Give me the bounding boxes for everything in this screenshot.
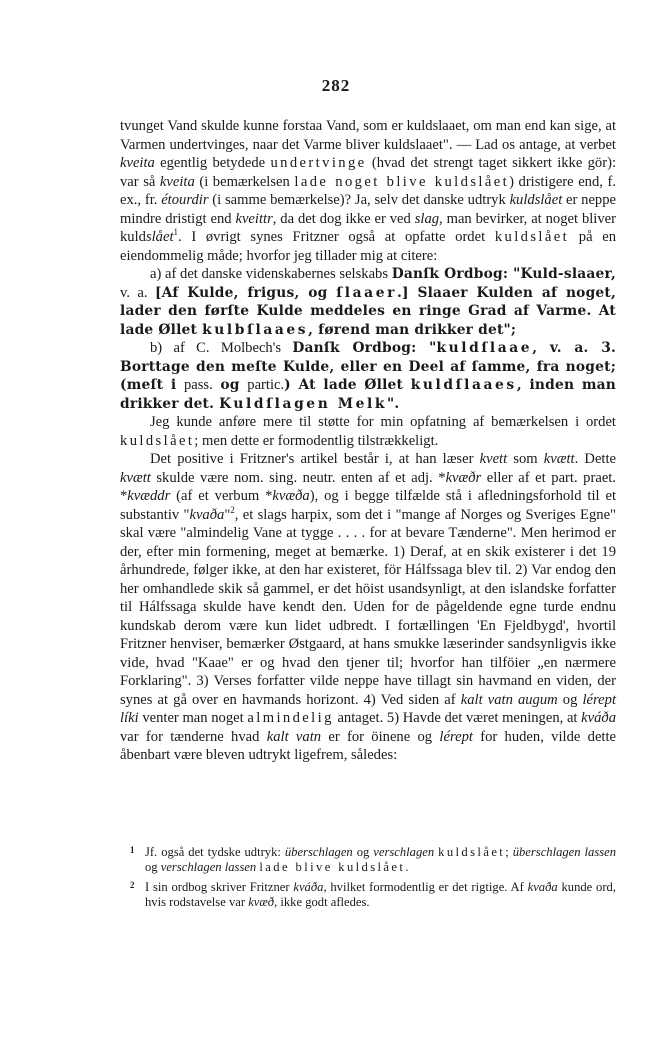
fraktur-quote: Danſk Ordbog: "Kuld-slaaer, <box>391 266 616 282</box>
text-run: (i bemærkelsen <box>194 173 295 190</box>
italic-text: kváða <box>293 880 324 894</box>
paragraph <box>120 339 616 413</box>
spaced-text: undertvinge <box>270 155 367 171</box>
text-run: på en eiendommelig måde; hvorfor jeg tillader mig at citere: <box>120 229 616 264</box>
text-run: er for öinene og <box>321 728 440 745</box>
italic-text: kvaða <box>189 506 225 523</box>
italic-text: kvætt <box>543 451 575 467</box>
italic-text: kvæddr <box>127 488 171 504</box>
footnote-text <box>145 845 616 874</box>
paragraph <box>120 450 616 765</box>
text-run: skulde være nom. sing. neutr. enten af et adj. * <box>150 469 446 486</box>
page-number: 282 <box>321 76 351 95</box>
spaced-text: lade noget blive kuldslået <box>294 173 510 190</box>
italic-text: kuldslået <box>509 192 563 208</box>
spaced-text: lade blive kuldslået <box>259 860 406 874</box>
text-run: . <box>405 860 409 874</box>
italic-text: slået <box>145 229 174 245</box>
text-run: er neppe mindre dristigt end <box>120 192 617 227</box>
text-run: (af et verbum * <box>170 488 273 504</box>
fraktur-quote: Danſk Ordbog: " <box>292 340 437 356</box>
footnotes <box>120 845 616 915</box>
text-run: kunde ord, hvis rodstavelse var <box>145 880 616 909</box>
italic-text: kveita <box>159 173 195 190</box>
italic-text: kvæðr <box>445 469 482 486</box>
text-run: for huden, vilde dette åbenbart være bleven udtrykt ligefrem, således: <box>120 728 617 763</box>
fraktur-quote: , v. a. 3. Borttage den meſte Kulde, eller en Deel af ſamme, fra noget; (meſt i <box>120 340 617 393</box>
text-run: , hvilket formodentlig er det rigtige. Af <box>323 880 528 894</box>
text-run: . I øvrigt synes Fritzner også at opfatte ordet <box>178 229 495 245</box>
italic-text: kvett <box>479 451 508 467</box>
spaced-text: kuldslået <box>438 845 506 859</box>
footnote-text <box>145 880 616 909</box>
text-run: a) af det danske videnskabernes selskabs <box>150 266 392 282</box>
text-run: eller af et part. praet. * <box>120 469 616 504</box>
italic-text: kveita <box>120 155 155 171</box>
fraktur-quote: , inden man drikker det. <box>120 377 616 412</box>
text-run: venter man noget <box>138 710 248 726</box>
text-run: og <box>557 691 583 708</box>
italic-text: überschlagen lassen <box>512 845 617 859</box>
italic-text: lérept líki <box>120 691 616 726</box>
spaced-text: almindelig <box>247 710 334 726</box>
fraktur-quote: ". <box>386 395 400 412</box>
text-run: Det positive i Fritzner's artikel består i, at han læser <box>150 451 480 467</box>
fraktur-quote: [Af Kulde, frigus, og <box>154 284 337 301</box>
text-run: og <box>352 845 374 859</box>
text-run: Jeg kunde anføre mere til støtte for min opfatning af bemærkelsen i ordet <box>150 414 616 430</box>
italic-text: kvaða <box>527 880 558 894</box>
italic-text: étourdir <box>161 192 209 208</box>
paragraph <box>120 117 616 265</box>
text-run: , da det dog ikke er ved <box>272 210 415 227</box>
text-run: , ikke godt afledes. <box>274 895 370 909</box>
italic-text: kvæð <box>248 895 275 909</box>
italic-text: kvætt <box>120 469 151 486</box>
spaced-text: kuldslået <box>494 229 570 245</box>
text-run: ), og i begge tilfælde stå i afledningsforhold til et substantiv " <box>120 488 616 523</box>
footnote <box>120 880 616 910</box>
italic-text: kvæða <box>272 488 310 504</box>
text-run: b) af C. Molbech's <box>150 340 293 356</box>
paragraph <box>120 413 616 450</box>
main-text <box>120 117 616 765</box>
text-run: ; men dette er formodentlig tilstrækkeligt. <box>194 432 439 449</box>
text-run: egentlig betydede <box>154 155 271 171</box>
text-run: Jf. også det tydske udtryk: <box>145 845 285 859</box>
text-run: antaget. 5) Havde det været meningen, at <box>333 710 582 726</box>
text-run: som <box>507 451 544 467</box>
footnote-mark: 2 <box>130 880 135 890</box>
italic-text: kalt vatn augum <box>460 691 558 708</box>
text-run: v. a. <box>120 284 155 301</box>
fraktur-quote: , førend man drikker det"; <box>308 321 517 338</box>
fraktur-quote: .] Slaaer Kulden af noget, lader den førſte Kulde meddeles en ringe Grad af Varme. At lade Øllet <box>120 284 616 338</box>
text-run: ) dristigere end, f. ex., fr. <box>120 173 616 208</box>
fraktur-quote: ) At lade Øllet <box>284 377 411 393</box>
text-run: , man bevirker, at noget bliver kuld <box>120 210 616 245</box>
text-run: I sin ordbog skriver Fritzner <box>145 880 294 894</box>
text-run: (hvad det strengt taget sikkert ikke gör): var så <box>120 155 616 190</box>
text-run: partic. <box>247 377 285 393</box>
fraktur-spaced: kulbſlaaes <box>202 321 309 338</box>
text-run: tvunget Vand skulde kunne forstaa Vand, som er kuldslaaet, om man end kan sige, at Varmen undertvinges, naar det Varme bliver kuldslaaet". — Lad os antage, at verbet <box>120 118 616 153</box>
paragraph <box>120 265 616 339</box>
fraktur-spaced: kuldſlaae <box>436 340 533 356</box>
fraktur-spaced: ſlaaer <box>336 284 397 301</box>
footnote-reference: 2 <box>230 504 235 515</box>
fraktur-spaced: Kuldſlagen Melk <box>219 395 387 412</box>
text-run: , et slags harpix, som det i "mange af Norges og Sveriges Egne" skal være "almindelig Vane at tygge . . . . for at bevare Tænderne". Men herimod er der, efter min formening, meget at bemærke. 1) Deraf, at en skik existerer i det 19 århundrede, følger ikke, at den har existeret, för Hálfssaga blev til. 2) Var endog den her omhandlede skik så gammel, er det höist usandsynligt, at den islandske forfatter til Hálfssaga skulde have kendt den. Uden for de pågeldende egne turde endnu kundskab derom være kun lidet udbredt. I fortællingen 'En Fjeldbygd', hvortil Fritzner henviser, bemærker Østgaard, at hans smukke læserinder sandsynligvis ikke vide, hvad "Kaae" er og hvad den tjener til; hvorfor han tilföier „en nærmere Forklaring". 3) Verses forfatter vilde neppe have tillagt sin havmand en viden, der synes at gå over en havmands horizont. 4) Ved siden af <box>120 506 616 708</box>
text-run: " <box>224 506 231 523</box>
text-run: pass. <box>183 377 213 393</box>
footnote <box>120 845 616 875</box>
text-run: ; <box>505 845 513 859</box>
italic-text: kváða <box>581 710 617 726</box>
text-run: (i samme bemærkelse)? Ja, selv det danske udtryk <box>208 192 510 208</box>
footnote-reference: 1 <box>173 227 179 238</box>
spaced-text: kuldslået <box>120 432 195 449</box>
italic-text: überschlagen <box>284 845 353 859</box>
italic-text: kalt vatn <box>266 728 322 745</box>
text-run: . Dette <box>574 451 617 467</box>
italic-text: verschlagen lassen <box>160 860 257 874</box>
footnote-mark: 1 <box>130 845 135 855</box>
text-run: og <box>145 860 161 874</box>
text-run: var for tænderne hvad <box>120 728 267 745</box>
italic-text: lérept <box>439 728 473 745</box>
fraktur-spaced: kuldſlaaes <box>410 377 517 393</box>
italic-text: verschlagen <box>373 845 435 859</box>
fraktur-quote: og <box>212 377 248 393</box>
italic-text: slag <box>414 210 440 227</box>
italic-text: kveittr <box>235 210 273 227</box>
